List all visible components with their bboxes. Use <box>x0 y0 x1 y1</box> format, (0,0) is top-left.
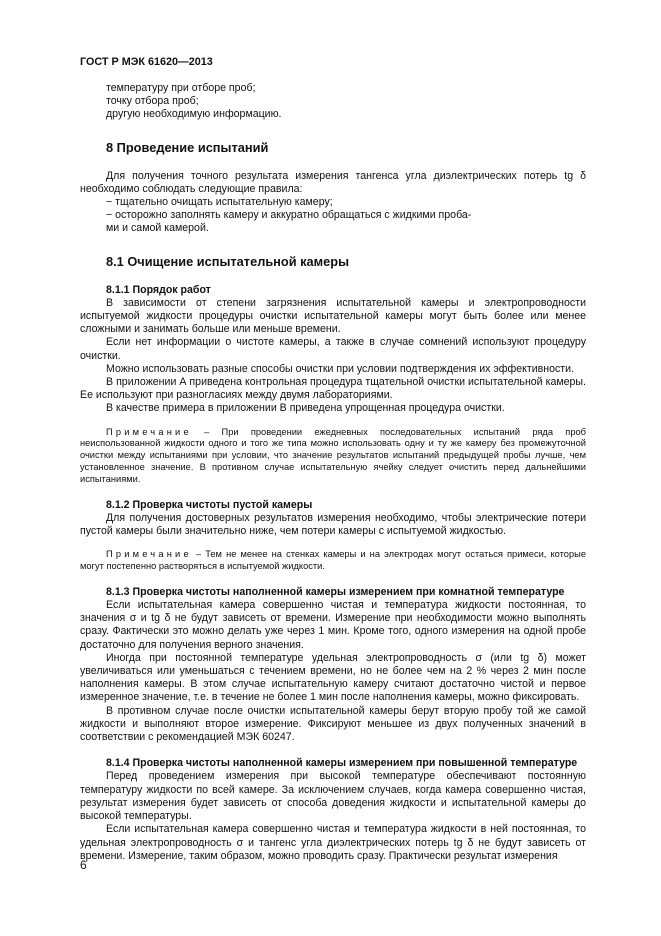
note <box>80 549 586 573</box>
rule-tail: ми и самой камерой. <box>106 222 209 235</box>
paragraph: Перед проведением измерения при высокой температуре обеспечивают постоянную температуру жидкости по всей камере. За исключением случаев, когда камера совершенно чистая, результат измерения будет зависеть от способа доведения жидкости и испытательной камеры до высокой температуры. <box>80 770 586 823</box>
paragraph: Если испытательная камера совершенно чистая и температура жидкости постоянная, то значения σ и tg δ не будут зависеть от времени. Измерение при необходимости можно выполнять сразу. Фактически это можно делать уже через 1 мин. Кроме того, одного измерения на одной пробе достаточно для получения верного значения. <box>80 599 586 651</box>
page-number: 6 <box>80 858 87 872</box>
section-8-paragraph: Для получения точного результата измерения тангенса угла диэлектрических потерь tg δ необходимо соблюдать следующие правила: <box>80 169 586 195</box>
intro-line: точку отбора проб; <box>106 95 199 108</box>
rule-item: − осторожно заполнять камеру и аккуратно обращаться с жидкими проба- <box>106 209 472 222</box>
section-8-1-1-heading: 8.1.1 Порядок работ <box>106 283 211 296</box>
section-8-1-2-heading: 8.1.2 Проверка чистоты пустой камеры <box>106 498 313 511</box>
section-8-1-3-heading: 8.1.3 Проверка чистоты наполненной камеры измерением при комнатной температуре <box>106 585 565 598</box>
paragraph: Можно использовать разные способы очистки при условии подтверждения их эффективности. <box>106 362 575 375</box>
intro-line: другую необходимую информацию. <box>106 108 282 121</box>
section-8-heading: 8 Проведение испытаний <box>106 139 269 155</box>
page-content <box>80 82 586 863</box>
document-header: ГОСТ Р МЭК 61620—2013 <box>80 56 213 68</box>
paragraph: В приложении А приведена контрольная процедура тщательной очистки испытательной камеры. Ее используют при разногласиях между двумя лабораториями. <box>80 376 586 402</box>
paragraph: Если испытательная камера совершенно чистая и температура жидкости в ней постоянная, то удельная электропроводность σ и тангенс угла диэлектрических потерь tg δ не будут зависеть от времени. Измерение, таким образом, можно проводить сразу. Практически результат измерения <box>80 823 586 862</box>
paragraph: В зависимости от степени загрязнения испытательной камеры и электропроводности испытуемой жидкости процедуры очистки испытательной камеры могут быть более или менее сложными и занимать больше или меньше времени. <box>80 296 586 336</box>
paragraph: Иногда при постоянной температуре удельная электропроводность σ (или tg δ) может увеличиваться или уменьшаться с течением времени, но не более чем на 2 % через 2 мин после наполнения камеры. В этом случае испытательную камеру считают достаточно чистой и первое измеренное значение, т.е. в течение не более 1 мин после наполнения камеры, можно фиксировать. <box>80 651 586 704</box>
note-label: Примечание <box>106 549 192 560</box>
paragraph: В качестве примера в приложении В приведена упрощенная процедура очистки. <box>106 402 505 415</box>
note-text: – При проведении ежедневных последовательных испытаний ряда проб неиспользованной жидкости одного и того же типа можно использовать одну и ту же камеру без промежуточной очистки между испытаниями при условии, что значение результатов испытаний предыдущей пробы лучше, чем установленное значение. В противном случае испытательную ячейку следует очистить перед дальнейшими испытаниями. <box>80 426 586 484</box>
rule-item: − тщательно очищать испытательную камеру; <box>106 196 333 209</box>
note-label: Примечание <box>106 426 192 437</box>
note-text: – Тем не менее на стенках камеры и на электродах могут остаться примеси, которые могут постепенно растворяться в испытуемой жидкости. <box>80 549 586 572</box>
paragraph: В противном случае после очистки испытательной камеры берут вторую пробу той же самой жидкости и выполняют второе измерение. Фиксируют меньшее из двух полученных значений в соответствии с рекомендацией МЭК 60247. <box>80 704 586 744</box>
note <box>80 427 586 486</box>
section-8-1-4-heading: 8.1.4 Проверка чистоты наполненной камеры измерением при повышенной температуре <box>106 757 578 770</box>
section-8-1-heading: 8.1 Очищение испытательной камеры <box>106 253 350 269</box>
paragraph: Если нет информации о чистоте камеры, а также в случае сомнений используют процедуру очистки. <box>80 336 586 362</box>
paragraph: Для получения достоверных результатов измерения необходимо, чтобы электрические потери пустой камеры были значительно ниже, чем потери камеры с испытуемой жидкостью. <box>80 511 586 538</box>
intro-line: температуру при отборе проб; <box>106 82 256 94</box>
